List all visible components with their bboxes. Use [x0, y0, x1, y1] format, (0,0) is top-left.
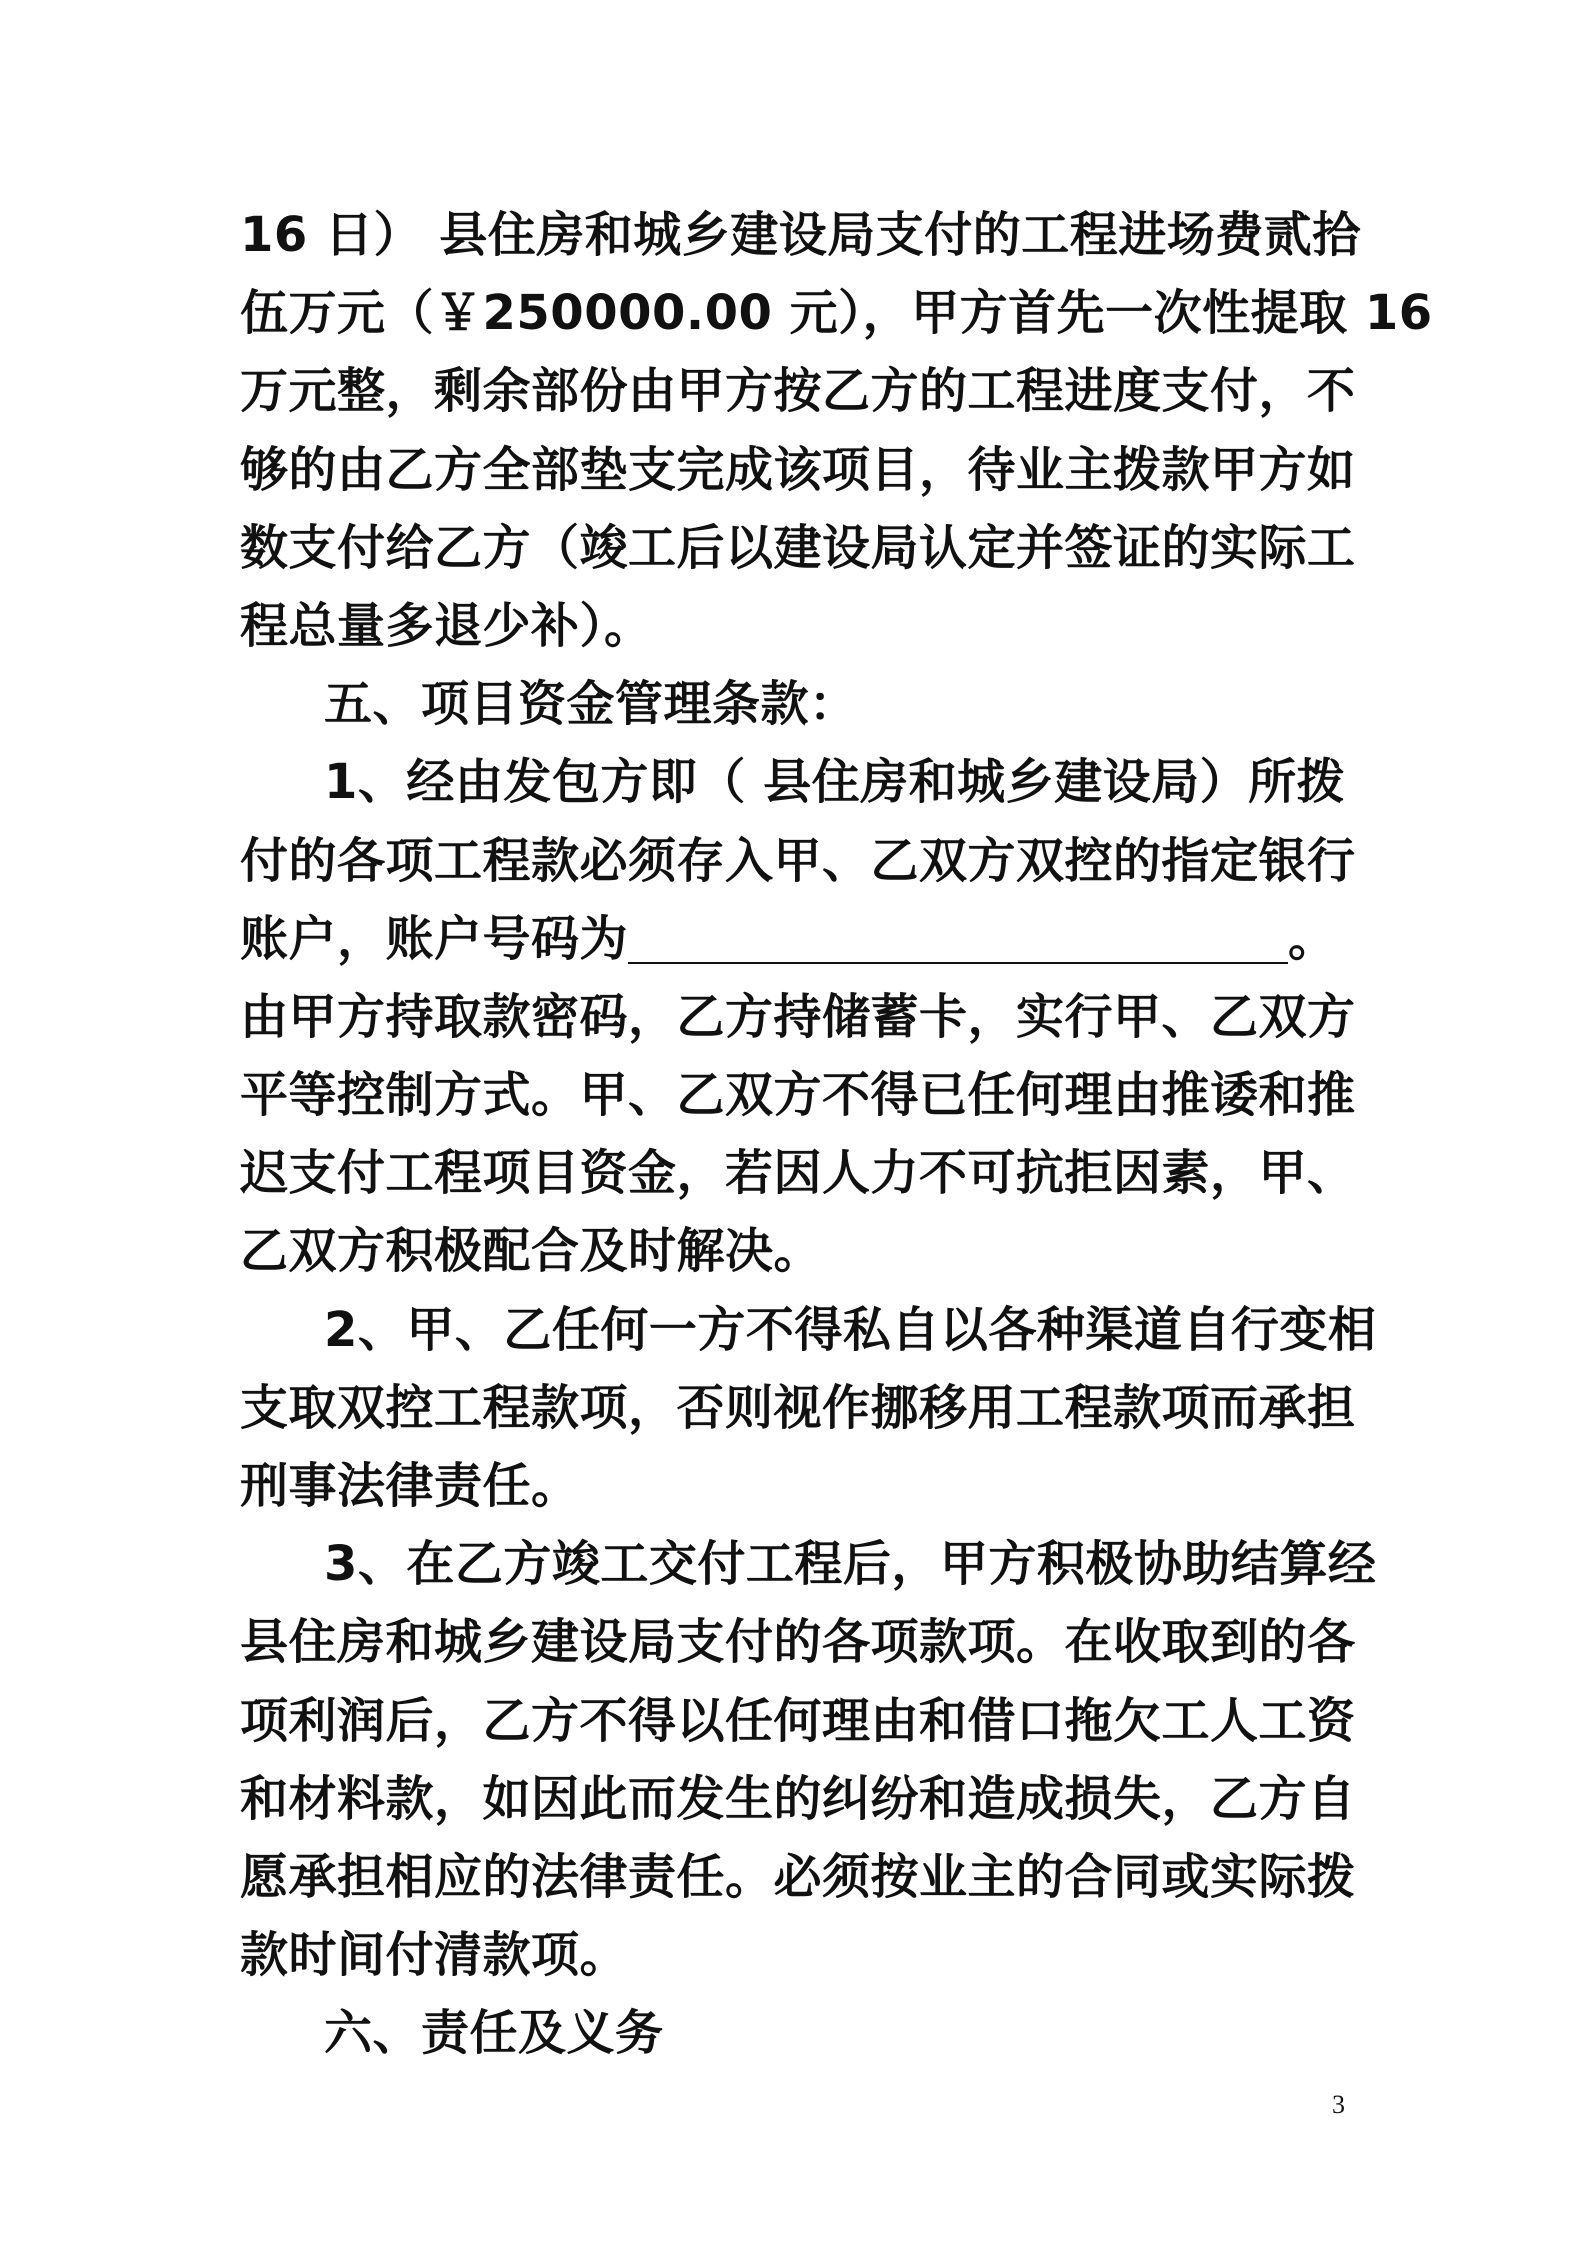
text-line: 付的各项工程款必须存入甲、乙双方双控的指定银行: [240, 832, 1356, 889]
text-line: 支取双控工程款项，否则视作挪移用工程款项而承担: [240, 1379, 1356, 1436]
sentence-end: 。: [1288, 910, 1337, 967]
text-line: 3、在乙方竣工交付工程后，甲方积极协助结算经: [324, 1536, 1377, 1593]
text-line: 乙双方积极配合及时解决。: [240, 1223, 823, 1280]
text-line: 2、甲、乙任何一方不得私自以各种渠道自行变相: [324, 1301, 1377, 1358]
text-line: 款时间付清款项。: [240, 1927, 629, 1984]
text-line: 迟支付工程项目资金，若因人力不可抗拒因素，甲、: [240, 1145, 1356, 1202]
text-line: 愿承担相应的法律责任。必须按业主的合同或实际拨: [240, 1848, 1356, 1905]
document-body: [240, 196, 1433, 2073]
text-line: 够的由乙方全部垫支完成该项目，待业主拨款甲方如: [240, 441, 1356, 498]
account-number-blank: [628, 910, 1288, 964]
text-line: 县住房和城乡建设局支付的各项款项。在收取到的各: [240, 1614, 1356, 1671]
page-number: 3: [1332, 2090, 1345, 2119]
text-line: 数支付给乙方（竣工后以建设局认定并签证的实际工: [240, 519, 1356, 576]
account-number-line: [240, 900, 1352, 978]
section-heading: 六、责任及义务: [324, 2005, 664, 2062]
section-heading: 五、项目资金管理条款：: [324, 676, 858, 733]
text-line: 1、经由发包方即（ 县住房和城乡建设局）所拨: [324, 754, 1346, 811]
text-line: 16 日） 县住房和城乡建设局支付的工程进场费贰拾: [240, 207, 1361, 263]
text-line: 由甲方持取款密码，乙方持储蓄卡，实行甲、乙双方: [240, 988, 1356, 1045]
text-line: 万元整，剩余部份由甲方按乙方的工程进度支付，不: [240, 363, 1356, 420]
text-line: 平等控制方式。甲、乙双方不得已任何理由推诿和推: [240, 1067, 1356, 1124]
text-line: 刑事法律责任。: [240, 1458, 580, 1514]
text-line: 和材料款，如因此而发生的纠纷和造成损失，乙方自: [240, 1770, 1356, 1827]
text-line: 项利润后，乙方不得以任何理由和借口拖欠工人工资: [240, 1692, 1356, 1749]
text-line: 程总量多退少补）。: [240, 597, 653, 654]
account-number-label: 账户，账户号码为: [240, 910, 629, 967]
text-line: 伍万元（￥250000.00 元），甲方首先一次性提取 16: [240, 285, 1433, 342]
